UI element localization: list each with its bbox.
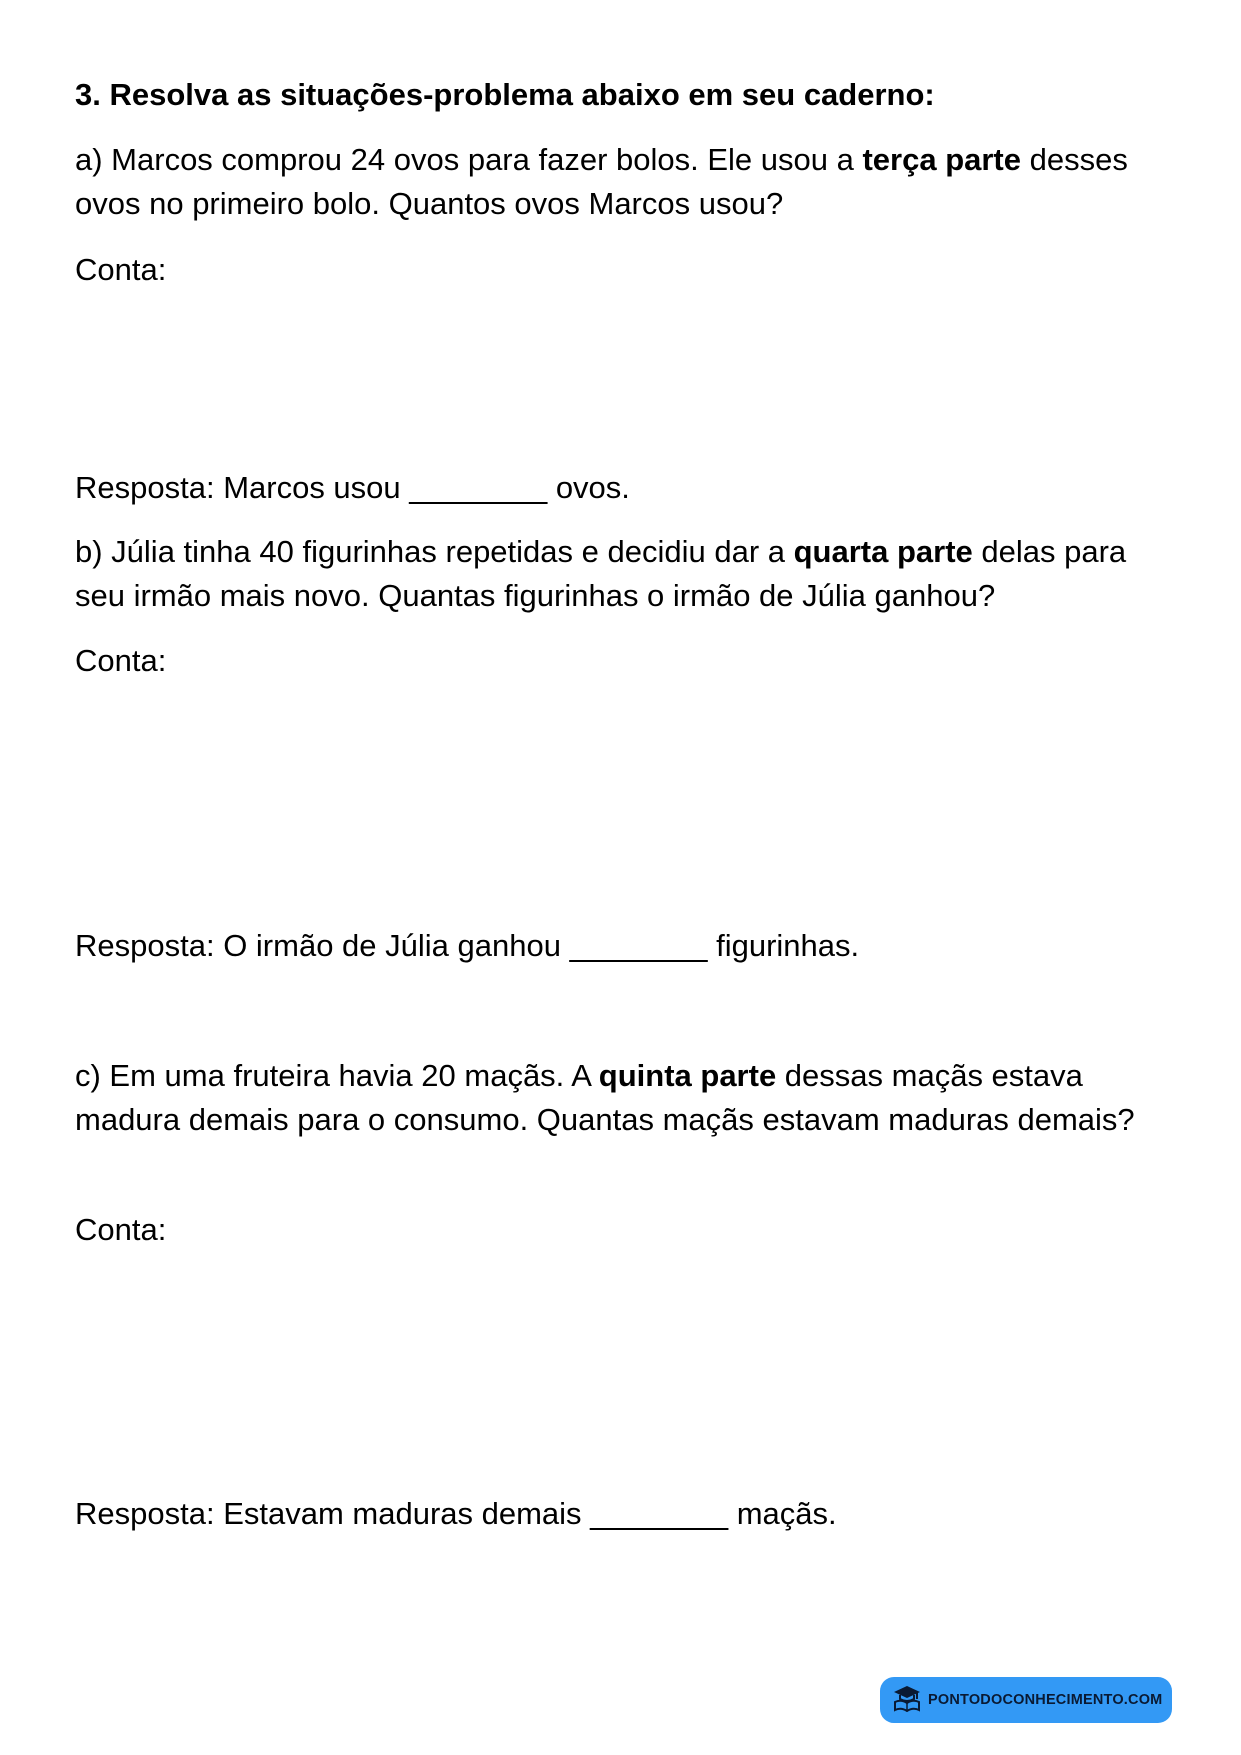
question-c-text-end: dessas maçãs estava madura demais para o consumo. Quantas maçãs estavam maduras demais? (75, 1058, 1135, 1137)
site-badge[interactable] (880, 1677, 1172, 1723)
question-b-answer-end: figurinhas. (707, 928, 860, 963)
graduation-book-icon (892, 1684, 922, 1717)
question-b-work-label: Conta: (75, 643, 167, 678)
question-b-answer (75, 924, 1175, 968)
question-c-answer-end: maçãs. (728, 1496, 837, 1531)
question-c-text-start: c) Em uma fruteira havia 20 maçãs. A (75, 1058, 599, 1093)
question-c-work-label: Conta: (75, 1212, 167, 1247)
question-c-emphasis: quinta parte (598, 1058, 777, 1093)
question-b-answer-start: Resposta: O irmão de Júlia ganhou (75, 928, 570, 963)
question-c-prompt (75, 1054, 1175, 1142)
question-a-prompt (75, 138, 1175, 226)
question-b-text-start: b) Júlia tinha 40 figurinhas repetidas e decidiu dar a (75, 534, 794, 569)
question-c-answer-blank[interactable]: ________ (590, 1496, 729, 1531)
question-a-emphasis: terça parte (862, 142, 1021, 177)
question-b-text-end: delas para seu irmão mais novo. Quantas figurinhas o irmão de Júlia ganhou? (75, 534, 1127, 613)
question-a-answer-end: ovos. (547, 470, 630, 505)
question-b-prompt (75, 530, 1175, 618)
site-label: PONTODOCONHECIMENTO.COM (928, 1692, 1163, 1708)
question-a-answer-start: Resposta: Marcos usou (75, 470, 410, 505)
question-b-emphasis: quarta parte (793, 534, 973, 569)
question-a-answer-blank[interactable]: ________ (409, 470, 548, 505)
question-a-text-end: desses ovos no primeiro bolo. Quantos ovos Marcos usou? (75, 142, 1128, 221)
question-a-answer (75, 466, 1175, 510)
question-c-answer (75, 1492, 1175, 1536)
question-b-answer-blank[interactable]: ________ (569, 928, 708, 963)
exercise-title: 3. Resolva as situações-problema abaixo em seu caderno: (75, 77, 935, 112)
question-a-text-start: a) Marcos comprou 24 ovos para fazer bolos. Ele usou a (75, 142, 863, 177)
question-c-answer-start: Resposta: Estavam maduras demais (75, 1496, 591, 1531)
question-a-work-label: Conta: (75, 252, 167, 287)
